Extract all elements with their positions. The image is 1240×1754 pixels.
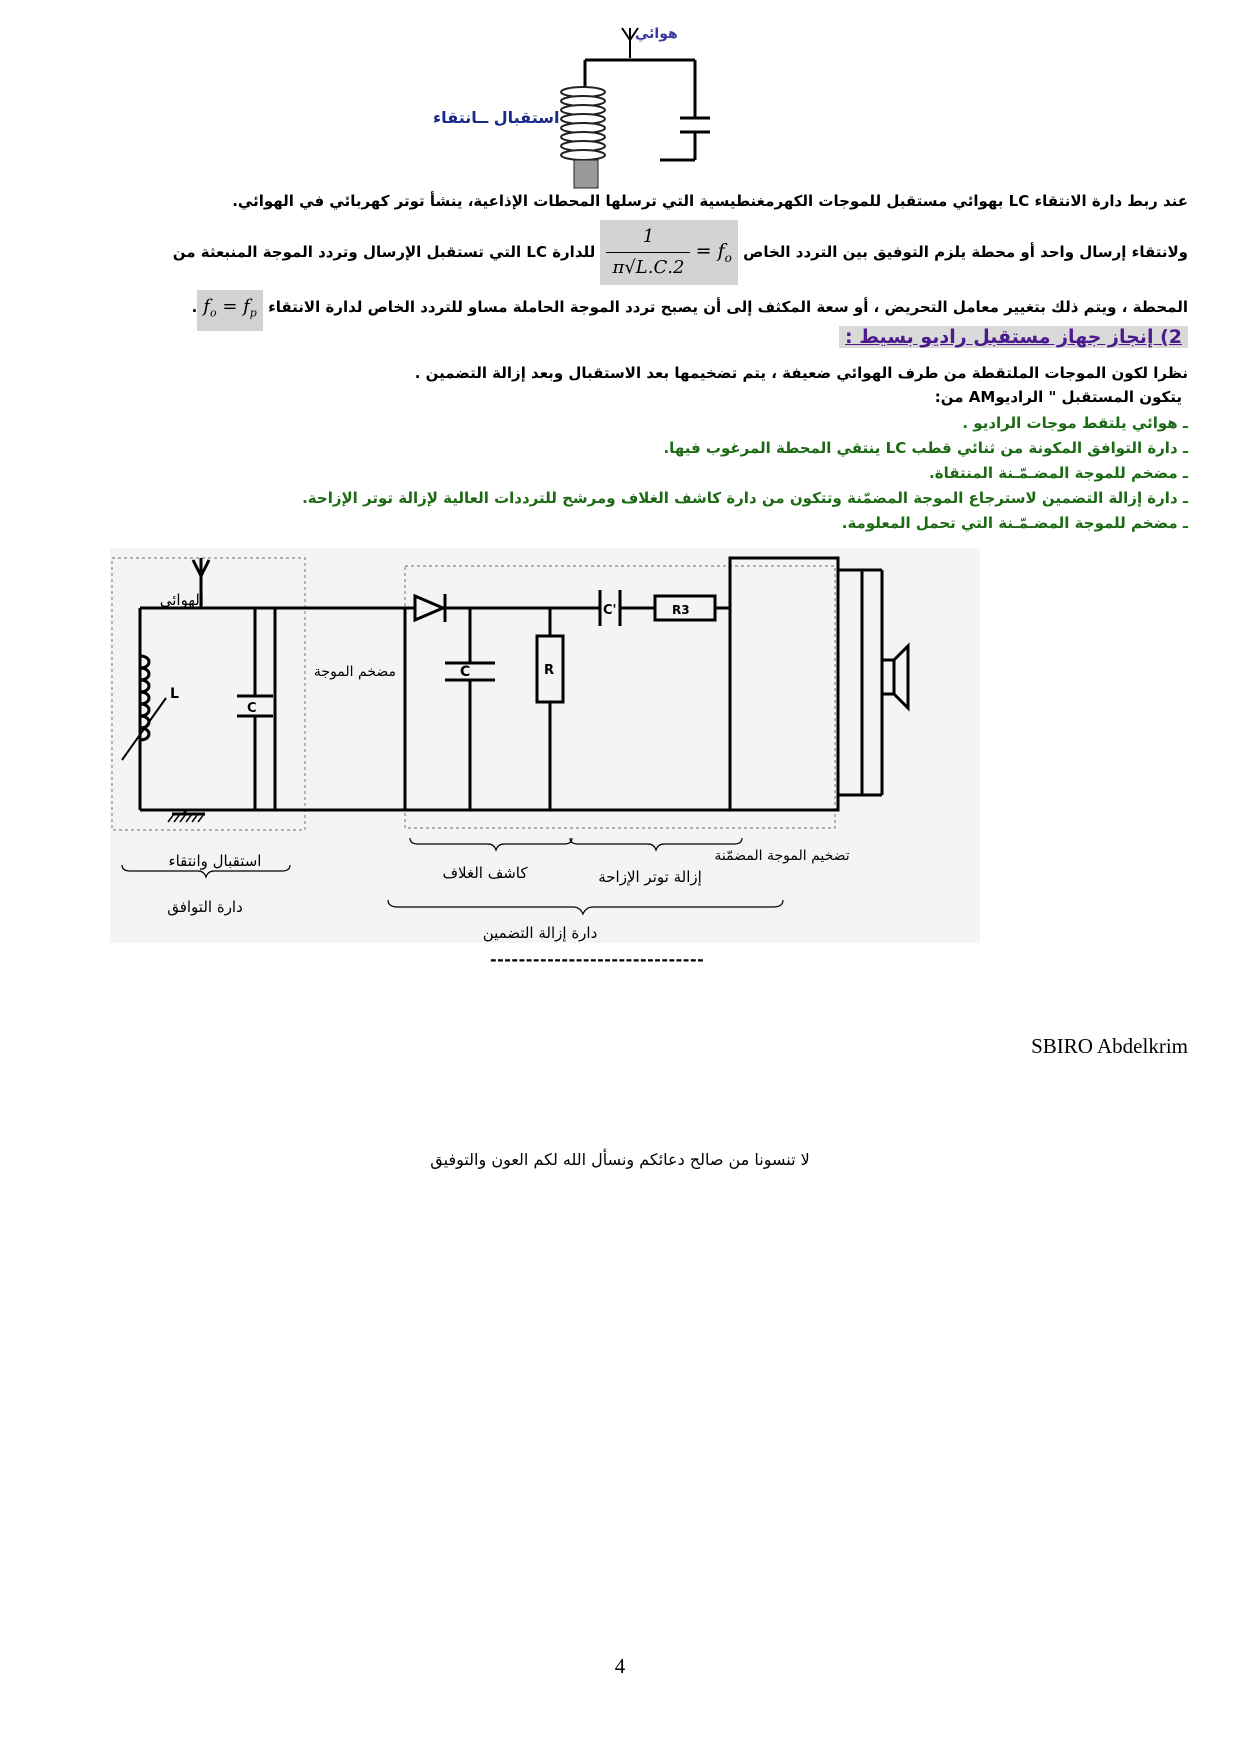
resistor-label: R	[544, 663, 555, 678]
intro-line-3: المحطة ، ويتم ذلك بتغيير معامل التحريض ، أو سعة المكثف إلى أن يصبح تردد الموجة الحاملة مساو للتردد الخاص لدارة الانتقاء $f_o = f_p$.	[192, 290, 1188, 331]
separator-line: ------------------------------	[490, 950, 705, 969]
list-item: ـ مضخم للموجة المضـمّـنة المنتقاة.	[929, 464, 1188, 482]
reception-label: استقبال وانتقاء	[168, 852, 262, 870]
resonance-formula: $f_o$ = $\frac{1}{2.\pi√L.C}$	[600, 220, 737, 285]
resistor3-label: R3	[672, 603, 690, 617]
page-number: 4	[614, 1654, 626, 1678]
tuning-label: دارة التوافق	[167, 898, 243, 916]
closing-text: لا تنسونا من صالح دعائكم ونسأل الله لكم العون والتوفيق	[430, 1150, 810, 1169]
intro-line-2-before: ولانتقاء إرسال واحد أو محطة يلزم التوفيق بين التردد الخاص	[743, 243, 1188, 261]
envelope-detector-label: كاشف الغلاف	[442, 864, 528, 882]
lc-antenna-figure	[560, 20, 780, 190]
amp2-label: تضخيم الموجة المضمّنة	[714, 848, 850, 864]
intro-line-2-after: للدارة LC التي تستقبل الإرسال وتردد الموجة المنبعثة من	[172, 243, 596, 261]
section-2-line-1: نظرا لكون الموجات الملتقطة من طرف الهوائي ضعيفة ، يتم تضخيمها بعد الاستقبال وبعد إزالة التضمين .	[414, 364, 1188, 382]
cap1-label: C	[247, 701, 257, 716]
carrier-formula: $f_o = f_p$	[197, 290, 263, 331]
list-item: ـ دارة إزالة التضمين لاسترجاع الموجة المضمّنة وتتكون من دارة كاشف الغلاف ومرشح للترددات العالية لإزالة توتر الإزاحة.	[302, 489, 1188, 507]
cap2-label: C	[460, 664, 471, 680]
section-2-line-2: يتكون المستقبل " الراديوAM من:	[934, 388, 1182, 406]
author-name: SBIRO Abdelkrim	[1031, 1034, 1188, 1058]
demodulation-label: دارة إزالة التضمين	[482, 924, 598, 942]
intro-line-2	[173, 220, 1188, 285]
list-item: ـ هوائي يلتقط موجات الراديو .	[962, 414, 1188, 432]
coil-label: L	[170, 686, 179, 702]
list-item: ـ دارة التوافق المكونة من ثنائي قطب LC ينتقي المحطة المرغوب فيها.	[663, 439, 1188, 457]
reception-label-top: استقبال ــانتقاء	[433, 108, 560, 127]
diagram-antenna-label: الهوائي	[159, 591, 204, 609]
am-receiver-diagram	[110, 548, 980, 943]
intro-line-1: عند ربط دارة الانتقاء LC بهوائي مستقبل للموجات الكهرمغنطيسية التي ترسلها المحطات الإذاعية، ينشأ توتر كهربائي في الهوائي.	[232, 192, 1188, 210]
list-item: ـ مضخم للموجة المضـمّـنة التي تحمل المعلومة.	[841, 514, 1188, 532]
section-2-title: 2) إنجاز جهاز مستقبل راديو بسيط :	[839, 326, 1188, 348]
amplifier-label: مضخم الموجة	[313, 664, 396, 680]
coil-icon	[561, 87, 605, 188]
antenna-label-top: هوائي	[635, 26, 678, 42]
offset-removal-label: إزالة توتر الإزاحة	[598, 868, 702, 886]
cap3-label: C'	[603, 603, 617, 618]
